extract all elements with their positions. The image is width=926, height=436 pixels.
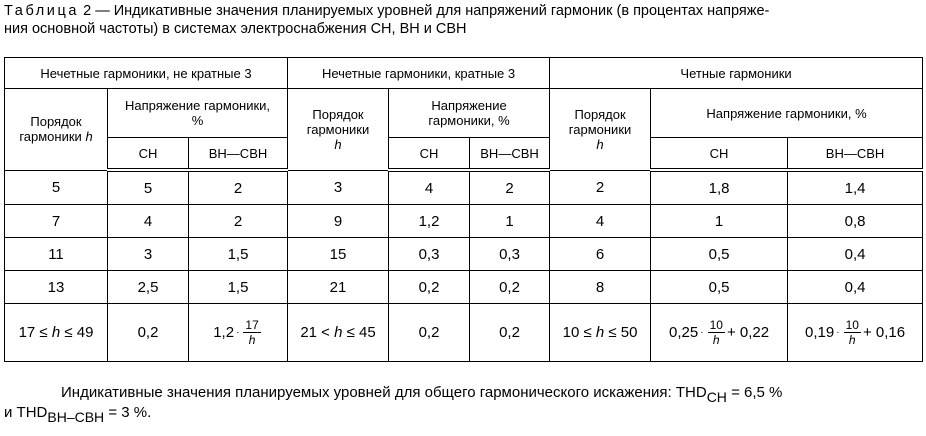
cell-g2-ch: 0,2: [389, 304, 470, 362]
cell-g3-range: [550, 304, 651, 362]
header-voltage-g3: Напряжение гармоники, %: [651, 89, 923, 138]
note-text: и THD: [4, 404, 48, 421]
fraction: [243, 319, 260, 347]
fraction-denominator: h: [848, 332, 856, 347]
fraction-numerator: 17: [245, 317, 259, 332]
group-odd-triplen: Нечетные гармоники, кратные 3: [288, 58, 550, 89]
cell-g1-vn: 2: [189, 205, 288, 238]
cell-g3-ch: 0,5: [651, 238, 788, 271]
range-hi: ≤ 50: [604, 324, 638, 341]
fraction: [708, 319, 725, 347]
caption-text-line1: — Индикативные значения планируемых уровней для напряжений гармоник (в процентах напряже-: [91, 3, 770, 19]
range-var: h: [51, 324, 61, 341]
multiply-dot-icon: ·: [700, 327, 704, 338]
fraction-denominator: h: [712, 332, 720, 347]
table-row: [5, 271, 923, 304]
header-order-g1: [5, 89, 108, 171]
cell-g2-vn: 1: [470, 205, 550, 238]
range-lo: 10 ≤: [562, 324, 596, 341]
cell-g1-h: 7: [5, 205, 108, 238]
cell-g2-ch: 0,2: [389, 271, 470, 304]
note-value: = 6,5 %: [726, 384, 783, 401]
formula-addend: + 0,22: [726, 323, 770, 341]
cell-g1-vn: 1,5: [189, 271, 288, 304]
range-hi: ≤ 45: [342, 324, 376, 341]
fraction: [844, 319, 861, 347]
cell-g1-ch: 0,2: [108, 304, 189, 362]
cell-g2-vn: 2: [470, 170, 550, 205]
range-hi: ≤ 49: [60, 324, 94, 341]
table-row: [5, 170, 923, 205]
cell-g3-vn: 0,8: [788, 205, 923, 238]
col-ch-g3: СН: [651, 138, 788, 171]
caption-number: 2: [83, 3, 92, 19]
note-subscript: ВН–СВН: [47, 409, 105, 425]
cell-g1-h: 5: [5, 170, 108, 205]
cell-g3-h: 6: [550, 238, 651, 271]
cell-g3-ch: 1: [651, 205, 788, 238]
cell-g2-ch: 1,2: [389, 205, 470, 238]
thd-note: [4, 383, 924, 423]
cell-g2-vn: 0,2: [470, 271, 550, 304]
fraction-denominator: h: [248, 332, 256, 347]
cell-g3-vn: 0,4: [788, 271, 923, 304]
formula-coef: 1,2: [213, 323, 235, 341]
order-var: h: [85, 129, 93, 145]
cell-g2-range: [288, 304, 389, 362]
cell-g2-ch: 4: [389, 170, 470, 205]
cell-g3-h: 8: [550, 271, 651, 304]
table-caption: [4, 2, 924, 38]
note-line1: [4, 383, 924, 403]
order-label: Порядок гармоники: [19, 114, 82, 145]
group-even: Четные гармоники: [550, 58, 923, 89]
cell-g1-vn: 1,5: [189, 238, 288, 271]
table-row: [5, 205, 923, 238]
header-voltage-g1: Напряжение гармоники, %: [108, 89, 288, 138]
table-row-range: [5, 304, 923, 362]
formula-addend: + 0,16: [862, 323, 906, 341]
col-vn-svn-g3: ВН—СВН: [788, 138, 923, 171]
subheader-columns-row: [5, 138, 923, 171]
cell-g1-ch: 4: [108, 205, 189, 238]
col-vn-svn-g1: ВН—СВН: [189, 138, 288, 171]
order-var: h: [596, 136, 604, 152]
multiply-dot-icon: ·: [836, 327, 840, 338]
header-voltage-g2: Напряжение гармоники, %: [389, 89, 550, 138]
fraction-numerator: 10: [709, 317, 723, 332]
cell-g2-h: 15: [288, 238, 389, 271]
note-subscript: СН: [706, 389, 727, 405]
group-header-row: [5, 58, 923, 89]
col-vn-svn-g2: ВН—СВН: [470, 138, 550, 171]
caption-label: Таблица: [4, 3, 80, 19]
cell-g3-h: 2: [550, 170, 651, 205]
order-label: Порядок гармоники: [306, 106, 370, 137]
header-order-g2: [288, 89, 389, 171]
cell-g2-vn: 0,3: [470, 238, 550, 271]
cell-g3-ch: 1,8: [651, 170, 788, 205]
harmonics-table: [4, 57, 923, 362]
range-var: h: [595, 324, 605, 341]
cell-g3-vn-formula: [788, 304, 923, 362]
cell-g1-ch: 5: [108, 170, 189, 205]
cell-g1-vn-formula: [189, 304, 288, 362]
fraction-numerator: 10: [845, 317, 859, 332]
cell-g1-vn: 2: [189, 170, 288, 205]
col-ch-g1: СН: [108, 138, 189, 171]
order-label: Порядок гармоники: [568, 106, 632, 137]
cell-g3-vn: 1,4: [788, 170, 923, 205]
cell-g3-ch-formula: [651, 304, 788, 362]
multiply-dot-icon: ·: [236, 327, 240, 338]
cell-g2-h: 21: [288, 271, 389, 304]
cell-g1-h: 11: [5, 238, 108, 271]
cell-g1-h: 13: [5, 271, 108, 304]
cell-g1-range: [5, 304, 108, 362]
group-odd-non-triplen: Нечетные гармоники, не кратные 3: [5, 58, 288, 89]
order-var: h: [334, 136, 342, 152]
cell-g3-ch: 0,5: [651, 271, 788, 304]
formula-coef: 0,19: [805, 323, 835, 341]
cell-g2-ch: 0,3: [389, 238, 470, 271]
note-value: = 3 %.: [104, 404, 152, 421]
table-row: [5, 238, 923, 271]
formula-coef: 0,25: [669, 323, 699, 341]
cell-g2-vn: 0,2: [470, 304, 550, 362]
cell-g3-h: 4: [550, 205, 651, 238]
caption-text-line2: ния основной частоты) в системах электроснабжения СН, ВН и СВН: [4, 21, 467, 37]
range-lo: 21 <: [300, 324, 335, 341]
note-text: Индикативные значения планируемых уровней для общего гармонического искажения: THD: [61, 384, 707, 401]
note-line2: [4, 403, 924, 423]
range-lo: 17 ≤: [18, 324, 52, 341]
cell-g2-h: 9: [288, 205, 389, 238]
header-order-g3: [550, 89, 651, 171]
cell-g1-ch: 3: [108, 238, 189, 271]
range-var: h: [334, 324, 343, 341]
cell-g1-ch: 2,5: [108, 271, 189, 304]
cell-g2-h: 3: [288, 170, 389, 205]
cell-g3-vn: 0,4: [788, 238, 923, 271]
col-ch-g2: СН: [389, 138, 470, 171]
subheader-row: [5, 89, 923, 138]
